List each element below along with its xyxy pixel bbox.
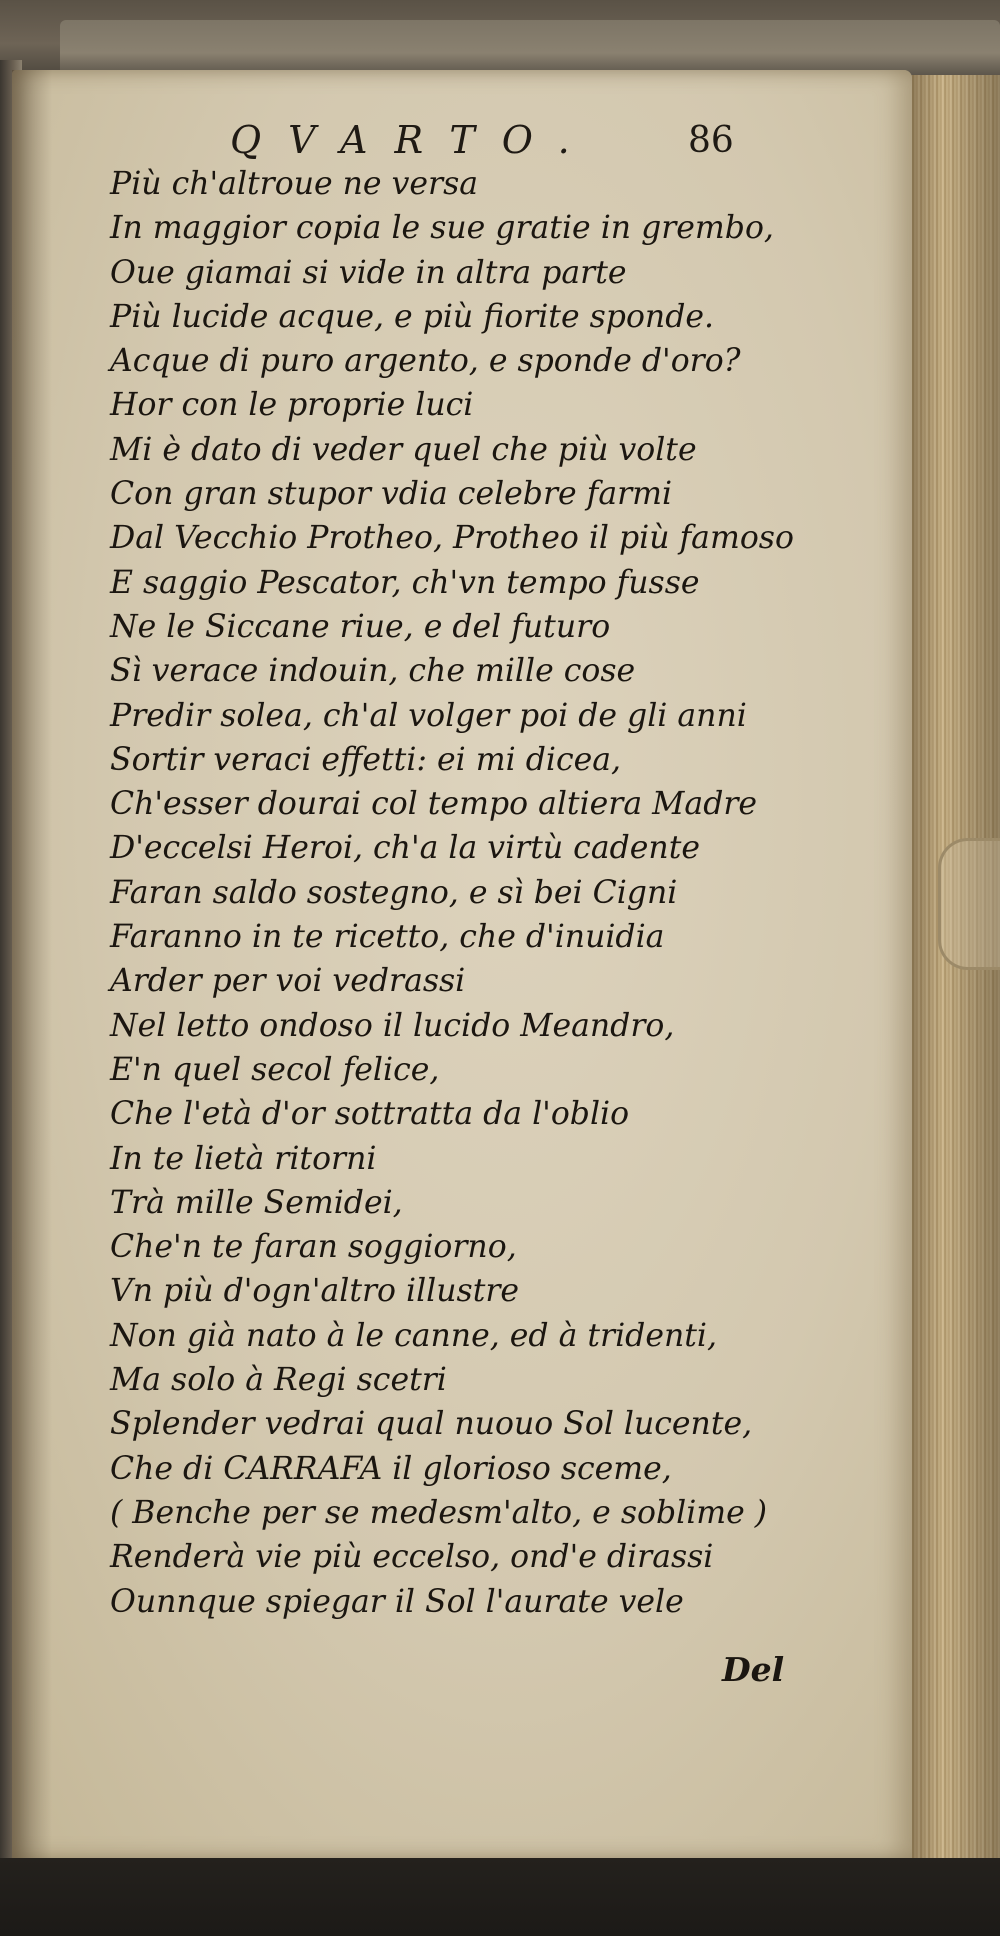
text-line: Vn più d'ogn'altro illustre [110,1273,520,1310]
binding-top [0,0,1000,80]
text-line: Dal Vecchio Protheo, Protheo il più famoso [110,520,794,557]
surface-below-book [0,1858,1000,1936]
text-line: Che l'età d'or sottratta da l'oblio [110,1096,630,1133]
text-line: Che'n te faran soggiorno, [110,1229,517,1266]
text-line: Mi è dato di veder quel che più volte [110,431,697,468]
running-head: QVARTO. [230,118,597,162]
catchword: Del [722,1650,785,1689]
text-line: Faran saldo sostegno, e sì bei Cigni [110,874,678,911]
text-line: Hor con le proprie luci [110,387,474,424]
text-line: Ounnque spiegar il Sol l'aurate vele [110,1583,684,1620]
text-line: In te lietà ritorni [110,1140,377,1177]
text-line: Più ch'altroue ne versa [110,166,479,202]
text-line: Acque di puro argento, e sponde d'oro? [110,343,741,380]
text-line: Trà mille Semidei, [110,1184,403,1221]
text-line: Sì verace indouin, che mille cose [110,653,636,690]
poem-text [110,162,900,1624]
text-line: Faranno in te ricetto, che d'inuidia [110,919,665,956]
previous-leaf-edge [60,20,1000,75]
text-line: D'eccelsi Heroi, ch'a la virtù cadente [110,830,700,867]
text-line: Non già nato à le canne, ed à tridenti, [110,1317,717,1354]
text-line: Ne le Siccane riue, e del futuro [110,608,611,645]
text-line: Ma solo à Regi scetri [110,1362,447,1399]
text-line: Con gran stupor vdia celebre farmi [110,476,673,513]
text-line: E saggio Pescator, ch'vn tempo fusse [110,564,700,601]
text-line: E'n quel secol felice, [110,1051,440,1088]
text-line: In maggior copia le sue gratie in grembo, [110,210,774,247]
text-line: Che di CARRAFA il glorioso sceme, [110,1450,672,1487]
gutter-shadow [12,70,52,1860]
bookmark-ribbon [938,838,1000,970]
text-line: Renderà vie più eccelso, ond'e dirassi [110,1539,714,1576]
text-line: ( Benche per se medesm'alto, e soblime ) [110,1494,768,1531]
text-line: Predir solea, ch'al volger poi de gli anni [110,697,747,734]
text-line: Più lucide acque, e più fiorite sponde. [110,298,715,335]
book-page [12,70,912,1860]
text-line: Arder per voi vedrassi [110,963,466,1000]
text-line: Nel letto ondoso il lucido Meandro, [110,1007,675,1044]
page-number: 86 [688,120,734,161]
text-line: Splender vedrai qual nuouo Sol lucente, [110,1406,753,1443]
text-line: Sortir veraci effetti: ei mi dicea, [110,741,622,778]
text-line: Ch'esser dourai col tempo altiera Madre [110,786,758,823]
text-line: Oue giamai si vide in altra parte [110,254,627,291]
